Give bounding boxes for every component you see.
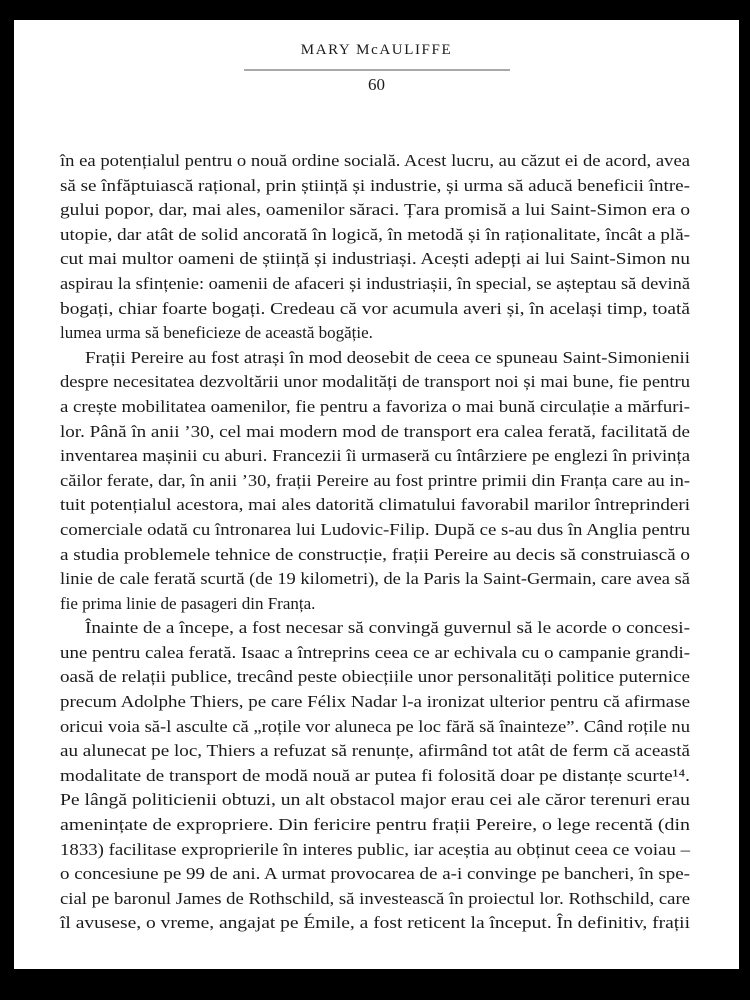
text-line: une pentru calea ferată. Isaac a întreprins ceea ce ar echivala cu o campanie grandi- <box>60 642 690 662</box>
text-line: să se înfăptuiască rațional, prin știință și industrie, și urma să aducă beneficii între- <box>60 175 690 195</box>
text-line: oricui voia să-l asculte că „roțile vor aluneca pe loc fără să înainteze”. Când roțile nu <box>60 716 690 736</box>
text-line: îl avusese, o vreme, angajat pe Émile, a fost reticent la început. În definitiv, frații <box>60 913 690 933</box>
text-line: lor. Până în anii ’30, cel mai modern mod de transport era calea ferată, facilitată de <box>60 421 690 441</box>
text-line: căilor ferate, dar, în anii ’30, frații Pereire au fost printre primii din Franța care au in- <box>60 470 690 490</box>
text-line: Frații Pereire au fost atrași în mod deosebit de ceea ce spuneau Saint-Simonienii <box>85 347 690 367</box>
text-line: Pe lângă politicienii obtuzi, un alt obstacol major erau cei ale căror terenuri erau <box>60 790 690 810</box>
text-line: precum Adolphe Thiers, pe care Félix Nadar l-a ironizat ulterior pentru că afirmase <box>60 692 690 712</box>
text-line: gului popor, dar, mai ales, oamenilor săraci. Țara promisă a lui Saint-Simon era o <box>60 200 690 220</box>
text-line: despre necesitatea dezvoltării unor modalități de transport noi și mai bune, fie pentru <box>60 372 690 392</box>
text-line: în ea potențialul pentru o nouă ordine socială. Acest lucru, au căzut ei de acord, avea <box>60 151 690 170</box>
body-text <box>60 149 690 936</box>
text-line: inventarea mașinii cu aburi. Francezii îi urmaseră cu întârziere pe englezi în privința <box>60 446 690 466</box>
running-header: MARY McAULIFFE <box>300 42 453 58</box>
text-line: cut mai multor oameni de știință și industriași. Acești adepți ai lui Saint-Simon nu <box>60 249 690 269</box>
text-line: tuit potențialul acestora, mai ales datorită climatului favorabil marilor întreprinderi <box>60 495 690 515</box>
text-line: a studia problemele tehnice de construcție, frații Pereire au decis să construiască o <box>60 544 690 564</box>
page-paper <box>14 20 739 969</box>
text-line: amenințate de expropriere. Din fericire pentru frații Pereire, o lege recentă (din <box>60 815 690 835</box>
text-line: 1833) facilitase exproprierile în interes public, iar aceștia au obținut ceea ce voiau – <box>60 839 690 859</box>
text-line: cial pe baronul James de Rothschild, să investească în proiectul lor. Rothschild, care <box>60 888 690 908</box>
text-line: fie prima linie de pasageri din Franța. <box>60 593 316 613</box>
text-line: Înainte de a începe, a fost necesar să convingă guvernul să le acorde o concesi- <box>85 618 690 638</box>
text-line: o concesiune pe 99 de ani. A urmat provocarea de a-i convinge pe bancheri, în spe- <box>60 864 690 884</box>
text-line: utopie, dar atât de solid ancorată în logică, în metodă și în raționalitate, încât a plă- <box>60 224 690 244</box>
text-line: aspirau la sfințenie: oamenii de afaceri și industriașii, în special, se așteptau să devină <box>60 273 690 293</box>
text-line: comerciale odată cu întronarea lui Ludovic-Filip. După ce s-au dus în Anglia pentru <box>60 519 690 539</box>
header-rule-divider <box>244 69 510 71</box>
page-number: 60 <box>368 75 385 94</box>
text-line: a crește mobilitatea oamenilor, fie pentru a favoriza o mai bună circulație a mărfuri- <box>60 396 690 416</box>
text-line: modalitate de transport de modă nouă ar putea fi folosită doar pe distanțe scurte¹⁴. <box>60 765 690 785</box>
text-line: linie de cale ferată scurtă (de 19 kilometri), de la Paris la Saint-Germain, care avea să <box>60 569 690 589</box>
text-line: oasă de relații publice, trecând peste obiecțiile unor personalități politice puternice <box>60 667 690 687</box>
text-line: bogați, chiar foarte bogați. Credeau că vor acumula averi și, în același timp, toată <box>60 298 690 318</box>
text-line: au alunecat pe loc, Thiers a refuzat să renunțe, afirmând tot atât de ferm că această <box>60 741 690 761</box>
text-line: lumea urma să beneficieze de această bogăție. <box>60 323 373 343</box>
